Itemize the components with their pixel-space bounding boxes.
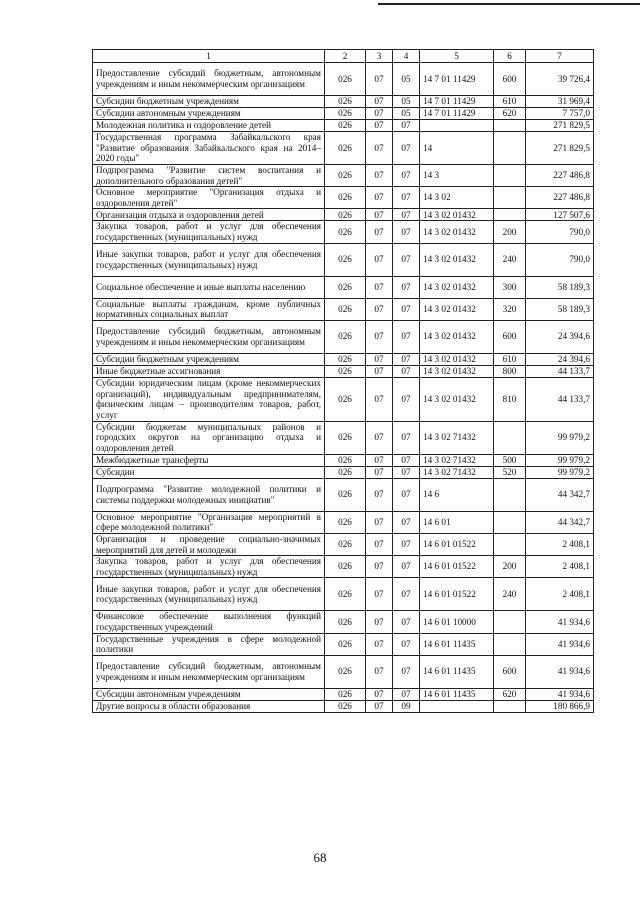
- ministry-code-cell: 026: [325, 466, 366, 478]
- amount-cell: 2 408,1: [526, 556, 594, 578]
- ministry-code-cell: 026: [325, 611, 366, 633]
- subsection-code-cell: 07: [393, 611, 420, 633]
- row-name-cell: Молодежная политика и оздоровление детей: [93, 120, 325, 132]
- target-article-cell: 14 7 01 11429: [420, 96, 494, 108]
- target-article-cell: 14 6 01 01522: [420, 556, 494, 578]
- section-code-cell: 07: [366, 478, 393, 511]
- table-row: [93, 533, 594, 555]
- section-code-cell: 07: [366, 320, 393, 353]
- table-row: [93, 688, 594, 700]
- row-name-cell: Основное мероприятие "Организация отдыха и оздоровления детей": [93, 187, 325, 209]
- target-article-cell: 14 6 01: [420, 511, 494, 533]
- subsection-code-cell: 07: [393, 533, 420, 555]
- subsection-code-cell: 07: [393, 688, 420, 700]
- target-article-cell: 14 3 02 01432: [420, 320, 494, 353]
- target-article-cell: 14 3 02 71432: [420, 466, 494, 478]
- row-name-cell: Субсидии бюджетным учреждениям: [93, 353, 325, 365]
- amount-cell: 31 969,4: [526, 96, 594, 108]
- amount-cell: 58 189,3: [526, 276, 594, 298]
- target-article-cell: 14 3 02 01432: [420, 298, 494, 320]
- amount-cell: 790,0: [526, 243, 594, 276]
- section-code-cell: 07: [366, 633, 393, 655]
- amount-cell: 127 507,6: [526, 209, 594, 221]
- subsection-code-cell: 07: [393, 320, 420, 353]
- target-article-cell: [420, 700, 494, 712]
- page-number: 68: [313, 850, 327, 865]
- amount-cell: 790,0: [526, 221, 594, 243]
- ministry-code-cell: 026: [325, 165, 366, 187]
- amount-cell: 24 394,6: [526, 353, 594, 365]
- table-row: [93, 276, 594, 298]
- row-name-cell: Государственная программа Забайкальского края "Развитие образования Забайкальского края на 2014–2020 годы": [93, 132, 325, 165]
- amount-cell: 44 133,7: [526, 377, 594, 421]
- target-article-cell: [420, 120, 494, 132]
- target-article-cell: 14: [420, 132, 494, 165]
- table-row: [93, 63, 594, 96]
- target-article-cell: 14 3 02 01432: [420, 377, 494, 421]
- section-code-cell: 07: [366, 120, 393, 132]
- section-code-cell: 07: [366, 466, 393, 478]
- section-code-cell: 07: [366, 108, 393, 120]
- expense-type-cell: [494, 421, 526, 454]
- amount-cell: 7 757,0: [526, 108, 594, 120]
- subsection-code-cell: 05: [393, 108, 420, 120]
- header-cell: 7: [526, 50, 594, 63]
- table-row: [93, 298, 594, 320]
- row-name-cell: Закупка товаров, работ и услуг для обеспечения государственных (муниципальных) нужд: [93, 556, 325, 578]
- amount-cell: 44 342,7: [526, 511, 594, 533]
- target-article-cell: 14 3 02 01432: [420, 221, 494, 243]
- expense-type-cell: 810: [494, 377, 526, 421]
- section-code-cell: 07: [366, 365, 393, 377]
- amount-cell: 58 189,3: [526, 298, 594, 320]
- amount-cell: 271 829,5: [526, 120, 594, 132]
- subsection-code-cell: 07: [393, 187, 420, 209]
- amount-cell: 41 934,6: [526, 633, 594, 655]
- section-code-cell: 07: [366, 243, 393, 276]
- table-row: [93, 377, 594, 421]
- table-row: [93, 454, 594, 466]
- section-code-cell: 07: [366, 655, 393, 688]
- table-row: [93, 108, 594, 120]
- ministry-code-cell: 026: [325, 108, 366, 120]
- subsection-code-cell: 07: [393, 132, 420, 165]
- subsection-code-cell: 07: [393, 353, 420, 365]
- section-code-cell: 07: [366, 533, 393, 555]
- expense-type-cell: [494, 478, 526, 511]
- row-name-cell: Субсидии автономным учреждениям: [93, 688, 325, 700]
- subsection-code-cell: 07: [393, 421, 420, 454]
- row-name-cell: Подпрограмма "Развитие систем воспитания и дополнительного образования детей": [93, 165, 325, 187]
- amount-cell: 227 486,8: [526, 165, 594, 187]
- expense-type-cell: 200: [494, 221, 526, 243]
- top-rule: [378, 3, 640, 5]
- budget-table: [92, 49, 594, 713]
- amount-cell: 44 133,7: [526, 365, 594, 377]
- expense-type-cell: [494, 120, 526, 132]
- expense-type-cell: 800: [494, 365, 526, 377]
- table-row: [93, 132, 594, 165]
- ministry-code-cell: 026: [325, 353, 366, 365]
- amount-cell: 271 829,5: [526, 132, 594, 165]
- subsection-code-cell: 07: [393, 466, 420, 478]
- expense-type-cell: [494, 633, 526, 655]
- subsection-code-cell: 07: [393, 454, 420, 466]
- ministry-code-cell: 026: [325, 221, 366, 243]
- row-name-cell: Закупка товаров, работ и услуг для обеспечения государственных (муниципальных) нужд: [93, 221, 325, 243]
- header-row: [93, 50, 594, 63]
- ministry-code-cell: 026: [325, 120, 366, 132]
- row-name-cell: Предоставление субсидий бюджетным, автономным учреждениям и иным некоммерческим организациям: [93, 655, 325, 688]
- ministry-code-cell: 026: [325, 187, 366, 209]
- amount-cell: 99 979,2: [526, 466, 594, 478]
- subsection-code-cell: 07: [393, 120, 420, 132]
- ministry-code-cell: 026: [325, 377, 366, 421]
- target-article-cell: 14 6 01 01522: [420, 578, 494, 611]
- target-article-cell: 14 3 02 01432: [420, 353, 494, 365]
- table-row: [93, 187, 594, 209]
- table-row: [93, 466, 594, 478]
- target-article-cell: 14 7 01 11429: [420, 108, 494, 120]
- section-code-cell: 07: [366, 556, 393, 578]
- section-code-cell: 07: [366, 165, 393, 187]
- section-code-cell: 07: [366, 421, 393, 454]
- expense-type-cell: 240: [494, 243, 526, 276]
- table-row: [93, 353, 594, 365]
- amount-cell: 2 408,1: [526, 578, 594, 611]
- target-article-cell: 14 3 02 01432: [420, 365, 494, 377]
- target-article-cell: 14 6: [420, 478, 494, 511]
- table-row: [93, 365, 594, 377]
- table-row: [93, 120, 594, 132]
- amount-cell: 2 408,1: [526, 533, 594, 555]
- ministry-code-cell: 026: [325, 478, 366, 511]
- subsection-code-cell: 07: [393, 209, 420, 221]
- row-name-cell: Субсидии бюджетным учреждениям: [93, 96, 325, 108]
- subsection-code-cell: 07: [393, 165, 420, 187]
- subsection-code-cell: 07: [393, 633, 420, 655]
- subsection-code-cell: 07: [393, 556, 420, 578]
- subsection-code-cell: 07: [393, 511, 420, 533]
- section-code-cell: 07: [366, 209, 393, 221]
- row-name-cell: Межбюджетные трансферты: [93, 454, 325, 466]
- expense-type-cell: 240: [494, 578, 526, 611]
- subsection-code-cell: 07: [393, 276, 420, 298]
- header-cell: 5: [420, 50, 494, 63]
- target-article-cell: 14 6 01 11435: [420, 655, 494, 688]
- ministry-code-cell: 026: [325, 132, 366, 165]
- subsection-code-cell: 07: [393, 377, 420, 421]
- ministry-code-cell: 026: [325, 533, 366, 555]
- section-code-cell: 07: [366, 298, 393, 320]
- header-cell: 1: [93, 50, 325, 63]
- row-name-cell: Организация отдыха и оздоровления детей: [93, 209, 325, 221]
- section-code-cell: 07: [366, 276, 393, 298]
- table-row: [93, 611, 594, 633]
- subsection-code-cell: 07: [393, 655, 420, 688]
- amount-cell: 99 979,2: [526, 421, 594, 454]
- target-article-cell: 14 7 01 11429: [420, 63, 494, 96]
- row-name-cell: Организация и проведение социально-значимых мероприятий для детей и молодежи: [93, 533, 325, 555]
- expense-type-cell: 500: [494, 454, 526, 466]
- ministry-code-cell: 026: [325, 700, 366, 712]
- expense-type-cell: [494, 132, 526, 165]
- amount-cell: 39 726,4: [526, 63, 594, 96]
- row-name-cell: Социальное обеспечение и иные выплаты населению: [93, 276, 325, 298]
- ministry-code-cell: 026: [325, 209, 366, 221]
- table-row: [93, 511, 594, 533]
- row-name-cell: Подпрограмма "Развитие молодежной политики и системы поддержки молодежных инициатив": [93, 478, 325, 511]
- expense-type-cell: 620: [494, 688, 526, 700]
- section-code-cell: 07: [366, 377, 393, 421]
- ministry-code-cell: 026: [325, 688, 366, 700]
- row-name-cell: Субсидии автономным учреждениям: [93, 108, 325, 120]
- table-row: [93, 221, 594, 243]
- expense-type-cell: 620: [494, 108, 526, 120]
- target-article-cell: 14 6 01 11435: [420, 633, 494, 655]
- amount-cell: 24 394,6: [526, 320, 594, 353]
- target-article-cell: 14 3 02 71432: [420, 421, 494, 454]
- header-cell: 3: [366, 50, 393, 63]
- row-name-cell: Государственные учреждения в сфере молодежной политики: [93, 633, 325, 655]
- target-article-cell: 14 3: [420, 165, 494, 187]
- expense-type-cell: [494, 700, 526, 712]
- target-article-cell: 14 6 01 11435: [420, 688, 494, 700]
- subsection-code-cell: 09: [393, 700, 420, 712]
- table-row: [93, 700, 594, 712]
- section-code-cell: 07: [366, 96, 393, 108]
- ministry-code-cell: 026: [325, 633, 366, 655]
- amount-cell: 41 934,6: [526, 611, 594, 633]
- target-article-cell: 14 3 02: [420, 187, 494, 209]
- section-code-cell: 07: [366, 688, 393, 700]
- header-cell: 2: [325, 50, 366, 63]
- section-code-cell: 07: [366, 611, 393, 633]
- amount-cell: 99 979,2: [526, 454, 594, 466]
- table-row: [93, 578, 594, 611]
- ministry-code-cell: 026: [325, 655, 366, 688]
- expense-type-cell: 600: [494, 655, 526, 688]
- subsection-code-cell: 05: [393, 96, 420, 108]
- row-name-cell: Основное мероприятие "Организация мероприятий в сфере молодежной политики": [93, 511, 325, 533]
- table-row: [93, 165, 594, 187]
- target-article-cell: 14 6 01 01522: [420, 533, 494, 555]
- table-row: [93, 243, 594, 276]
- table-row: [93, 320, 594, 353]
- ministry-code-cell: 026: [325, 365, 366, 377]
- amount-cell: 41 934,6: [526, 655, 594, 688]
- amount-cell: 227 486,8: [526, 187, 594, 209]
- row-name-cell: Другие вопросы в области образования: [93, 700, 325, 712]
- subsection-code-cell: 07: [393, 478, 420, 511]
- row-name-cell: Предоставление субсидий бюджетным, автономным учреждениям и иным некоммерческим организациям: [93, 320, 325, 353]
- expense-type-cell: [494, 533, 526, 555]
- table-row: [93, 421, 594, 454]
- table-row: [93, 633, 594, 655]
- ministry-code-cell: 026: [325, 421, 366, 454]
- target-article-cell: 14 3 02 71432: [420, 454, 494, 466]
- header-cell: 4: [393, 50, 420, 63]
- row-name-cell: Субсидии: [93, 466, 325, 478]
- row-name-cell: Субсидии бюджетам муниципальных районов и городских округов на организацию отдыха и оздоровления детей: [93, 421, 325, 454]
- row-name-cell: Финансовое обеспечение выполнения функций государственных учреждений: [93, 611, 325, 633]
- ministry-code-cell: 026: [325, 454, 366, 466]
- subsection-code-cell: 07: [393, 365, 420, 377]
- expense-type-cell: 520: [494, 466, 526, 478]
- row-name-cell: Субсидии юридическим лицам (кроме некоммерческих организаций), индивидуальным предпринимателям, физическим лицам – производителям товаров, работ, услуг: [93, 377, 325, 421]
- expense-type-cell: [494, 611, 526, 633]
- section-code-cell: 07: [366, 353, 393, 365]
- ministry-code-cell: 026: [325, 63, 366, 96]
- expense-type-cell: [494, 187, 526, 209]
- subsection-code-cell: 05: [393, 63, 420, 96]
- table-row: [93, 478, 594, 511]
- section-code-cell: 07: [366, 700, 393, 712]
- section-code-cell: 07: [366, 187, 393, 209]
- target-article-cell: 14 3 02 01432: [420, 243, 494, 276]
- section-code-cell: 07: [366, 578, 393, 611]
- row-name-cell: Иные закупки товаров, работ и услуг для обеспечения государственных (муниципальных) нужд: [93, 243, 325, 276]
- ministry-code-cell: 026: [325, 578, 366, 611]
- subsection-code-cell: 07: [393, 221, 420, 243]
- expense-type-cell: 610: [494, 96, 526, 108]
- row-name-cell: Иные закупки товаров, работ и услуг для обеспечения государственных (муниципальных) нужд: [93, 578, 325, 611]
- section-code-cell: 07: [366, 63, 393, 96]
- expense-type-cell: 600: [494, 63, 526, 96]
- ministry-code-cell: 026: [325, 556, 366, 578]
- target-article-cell: 14 3 02 01432: [420, 276, 494, 298]
- expense-type-cell: 610: [494, 353, 526, 365]
- table-row: [93, 96, 594, 108]
- row-name-cell: Социальные выплаты гражданам, кроме публичных нормативных социальных выплат: [93, 298, 325, 320]
- row-name-cell: Иные бюджетные ассигнования: [93, 365, 325, 377]
- expense-type-cell: [494, 511, 526, 533]
- ministry-code-cell: 026: [325, 298, 366, 320]
- ministry-code-cell: 026: [325, 243, 366, 276]
- expense-type-cell: [494, 209, 526, 221]
- table-row: [93, 209, 594, 221]
- subsection-code-cell: 07: [393, 243, 420, 276]
- amount-cell: 41 934,6: [526, 688, 594, 700]
- table-body: [93, 50, 594, 713]
- expense-type-cell: 320: [494, 298, 526, 320]
- ministry-code-cell: 026: [325, 511, 366, 533]
- ministry-code-cell: 026: [325, 96, 366, 108]
- ministry-code-cell: 026: [325, 320, 366, 353]
- expense-type-cell: 200: [494, 556, 526, 578]
- table-row: [93, 556, 594, 578]
- row-name-cell: Предоставление субсидий бюджетным, автономным учреждениям и иным некоммерческим организациям: [93, 63, 325, 96]
- subsection-code-cell: 07: [393, 578, 420, 611]
- target-article-cell: 14 3 02 01432: [420, 209, 494, 221]
- target-article-cell: 14 6 01 10000: [420, 611, 494, 633]
- expense-type-cell: 300: [494, 276, 526, 298]
- section-code-cell: 07: [366, 221, 393, 243]
- expense-type-cell: 600: [494, 320, 526, 353]
- section-code-cell: 07: [366, 132, 393, 165]
- subsection-code-cell: 07: [393, 298, 420, 320]
- amount-cell: 44 342,7: [526, 478, 594, 511]
- amount-cell: 180 866,9: [526, 700, 594, 712]
- section-code-cell: 07: [366, 454, 393, 466]
- expense-type-cell: [494, 165, 526, 187]
- header-cell: 6: [494, 50, 526, 63]
- table-row: [93, 655, 594, 688]
- section-code-cell: 07: [366, 511, 393, 533]
- ministry-code-cell: 026: [325, 276, 366, 298]
